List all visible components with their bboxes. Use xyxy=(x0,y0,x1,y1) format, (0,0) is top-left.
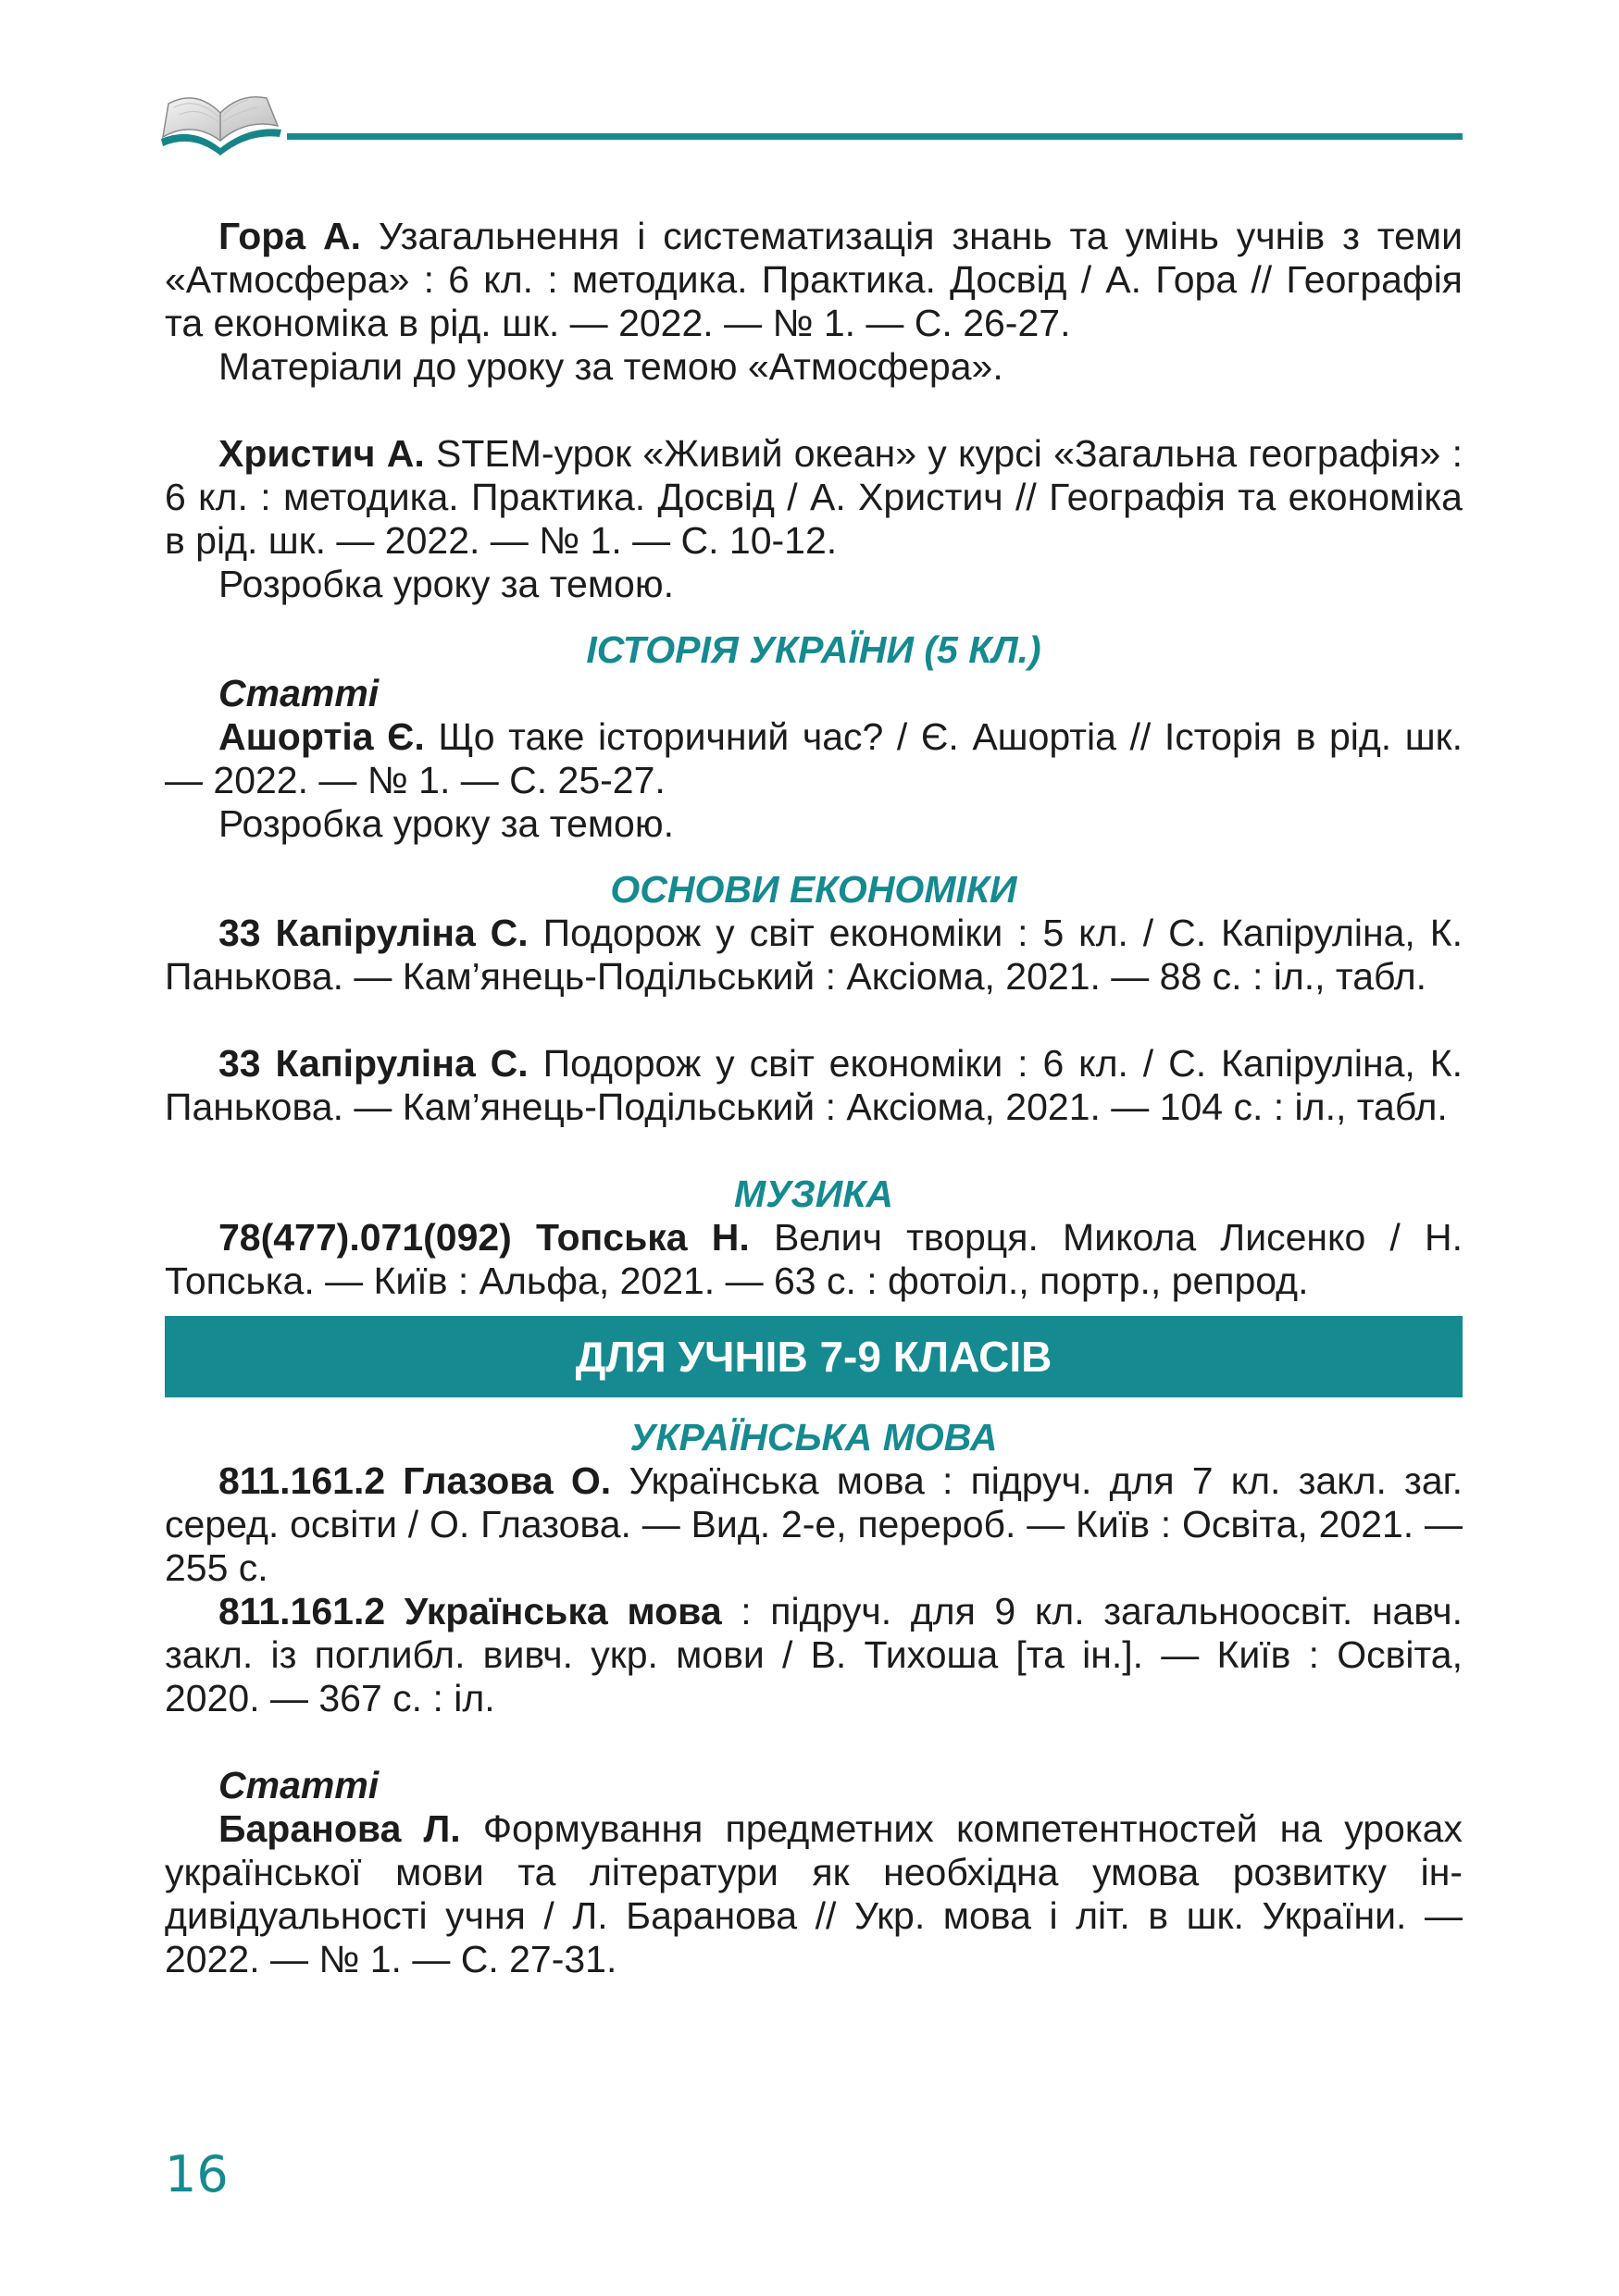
entry-note: Розробка уроку за темою. xyxy=(218,563,674,605)
entry-author: Гора А. xyxy=(218,215,362,257)
page-number: 16 xyxy=(165,2145,229,2203)
section-title-history: ІСТОРІЯ УКРАЇНИ (5 КЛ.) xyxy=(586,628,1041,671)
entry-author: Баранова Л. xyxy=(218,1807,461,1850)
entry-author: 811.161.2 Глазова О. xyxy=(218,1459,612,1502)
bib-entry xyxy=(165,1459,1463,1590)
section-title-music: МУЗИКА xyxy=(733,1173,894,1215)
bib-entry xyxy=(165,912,1463,999)
section-banner: ДЛЯ УЧНІВ 7-9 КЛАСІВ xyxy=(165,1316,1463,1397)
entry-text: Узагальнення і систематизація знань та умінь учнів з теми «Атмосфера» : 6 кл. : методика. Практика. Досвід / А. Гора // Географія та економіка в рід. шк. — 2022. — № 1. — С. 26-27. xyxy=(165,215,1463,344)
header-rule xyxy=(287,133,1463,140)
section-title-ukrainian: УКРАЇНСЬКА МОВА xyxy=(629,1416,998,1458)
bib-entry xyxy=(165,715,1463,802)
entry-author: 78(477).071(092) Топська Н. xyxy=(218,1216,750,1259)
subheading-articles: Статті xyxy=(218,672,380,714)
page-content xyxy=(165,215,1463,1981)
entry-author: 33 Капіруліна С. xyxy=(218,912,529,954)
bib-entry xyxy=(165,432,1463,563)
bib-entry xyxy=(165,1042,1463,1129)
entry-note: Розробка уроку за темою. xyxy=(218,802,674,845)
bib-entry xyxy=(165,1590,1463,1720)
entry-note: Матеріали до уроку за темою «Атмосфера». xyxy=(218,345,1003,388)
entry-text: STEM-урок «Живий океан» у курсі «Загальна географія» : 6 кл. : методика. Практика. Досвід / А. Христич // Географія та економіка в рід. шк. — 2022. — № 1. — С. 10-12. xyxy=(165,432,1463,562)
entry-text: : підруч. для 9 кл. загальноосвіт. навч. закл. із поглибл. вивч. укр. мови / В. Тихоша [та ін.]. — Київ : Освіта, 2020. — 367 с. : іл. xyxy=(165,1590,1463,1719)
bib-entry xyxy=(165,215,1463,345)
section-title-economics: ОСНОВИ ЕКОНОМІКИ xyxy=(610,868,1017,911)
entry-author: 811.161.2 Українська мова xyxy=(218,1590,722,1632)
bib-entry xyxy=(165,1807,1463,1981)
open-book-icon xyxy=(156,80,285,163)
entry-author: 33 Капіруліна С. xyxy=(218,1042,529,1085)
entry-author: Христич А. xyxy=(218,432,425,475)
entry-text: Велич творця. Микола Лисенко / Н. Топська. — Київ : Альфа, 2021. — 63 с. : фотоіл., портр., репрод. xyxy=(165,1216,1463,1302)
entry-text: Подорож у світ економіки : 5 кл. / С. Капіруліна, К. Панькова. — Кам’янець-Подільський : Аксіома, 2021. — 88 с. : іл., табл. xyxy=(165,912,1463,998)
subheading-articles: Статті xyxy=(218,1764,380,1806)
entry-text: Подорож у світ економіки : 6 кл. / С. Капіруліна, К. Панькова. — Кам’янець-Подільський : Аксіома, 2021. — 104 с. : іл., табл. xyxy=(165,1042,1463,1128)
entry-text: Що таке історичний час? / Є. Ашортіа // Історія в рід. шк. — 2022. — № 1. — С. 25-27. xyxy=(165,715,1463,801)
entry-text: Формування предметних компетентностей на уроках української мови та літератури як необхідна умова розвитку індивідуальності учня / Л. Баранова // Укр. мова і літ. в шк. України. — 2022. — № 1. — С. 27-31. xyxy=(165,1807,1463,1980)
bib-entry xyxy=(165,1216,1463,1303)
entry-text: Українська мова : підруч. для 7 кл. закл. заг. серед. освіти / О. Глазова. — Вид. 2-е, перероб. — Київ : Освіта, 2021. — 255 с. xyxy=(165,1459,1463,1589)
entry-author: Ашортіа Є. xyxy=(218,715,425,758)
